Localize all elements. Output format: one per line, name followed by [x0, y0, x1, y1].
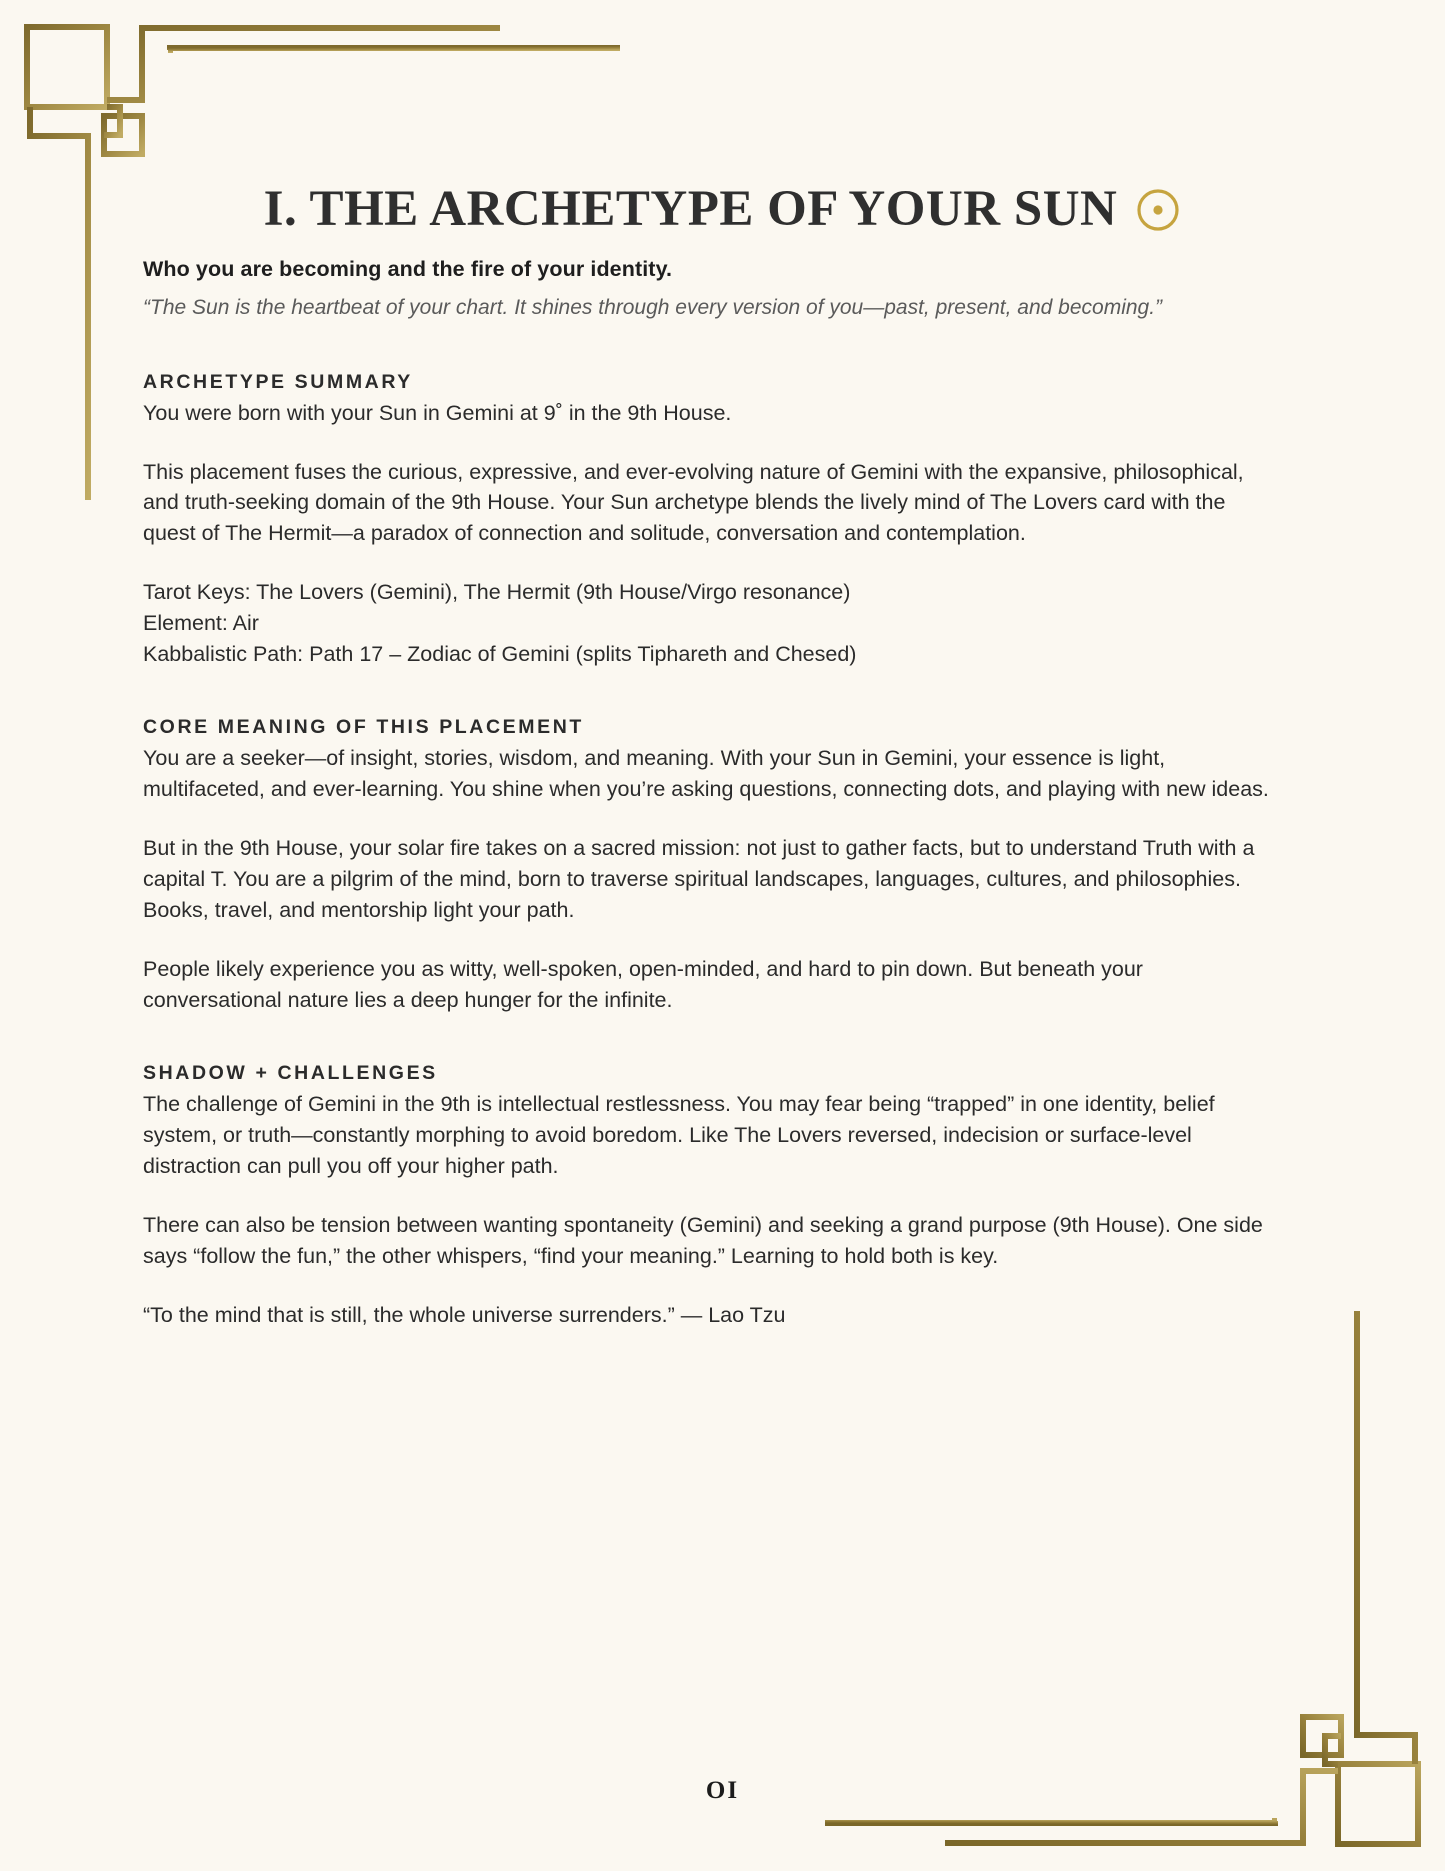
- sun-icon: [1135, 187, 1181, 233]
- paragraph: You are a seeker—of insight, stories, wisdom, and meaning. With your Sun in Gemini, your essence is light, multifaceted, and ever-learning. You shine when you’re asking questions, connecting dots, and playing with new ideas.: [143, 746, 1269, 802]
- meta-element: Element: Air: [143, 611, 259, 636]
- document-body: [143, 255, 1283, 1331]
- meta-kabbalistic-path: Kabbalistic Path: Path 17 – Zodiac of Gemini (splits Tiphareth and Chesed): [143, 642, 857, 667]
- page-number: OI: [705, 1777, 740, 1804]
- section-heading-shadow-challenges: SHADOW + CHALLENGES: [143, 1061, 438, 1084]
- paragraph: The challenge of Gemini in the 9th is intellectual restlessness. You may fear being “trapped” in one identity, belief system, or truth—constantly morphing to avoid boredom. Like The Lovers reversed, indecision or surface-level distraction can pull you off your higher path.: [143, 1091, 1215, 1178]
- section-core-meaning: [143, 716, 1283, 1016]
- section-shadow-challenges: [143, 1062, 1283, 1331]
- section-heading-core-meaning: CORE MEANING OF THIS PLACEMENT: [143, 716, 584, 739]
- page-title: I. THE ARCHETYPE OF YOUR SUN: [263, 181, 1118, 238]
- meta-tarot-keys: Tarot Keys: The Lovers (Gemini), The Hermit (9th House/Virgo resonance): [143, 580, 851, 605]
- intro-lede: Who you are becoming and the fire of your identity.: [143, 257, 673, 281]
- intro-quote: “The Sun is the heartbeat of your chart. It shines through every version of you—past, present, and becoming.”: [143, 296, 1163, 320]
- paragraph: There can also be tension between wanting spontaneity (Gemini) and seeking a grand purpose (9th House). One side says “follow the fun,” the other whispers, “find your meaning.” Learning to hold both is key.: [143, 1212, 1263, 1268]
- paragraph: But in the 9th House, your solar fire takes on a sacred mission: not just to gather facts, but to understand Truth with a capital T. You are a pilgrim of the mind, born to traverse spiritual landscapes, languages, cultures, and philosophies. Books, travel, and mentorship light your path.: [143, 836, 1255, 923]
- section-heading-archetype-summary: ARCHETYPE SUMMARY: [143, 370, 413, 393]
- paragraph: People likely experience you as witty, well-spoken, open-minded, and hard to pin down. But beneath your conversational nature lies a deep hunger for the infinite.: [143, 957, 1143, 1012]
- page-title-row: [0, 150, 1445, 269]
- section-archetype-summary: [143, 371, 1283, 671]
- closing-quote: “To the mind that is still, the whole universe surrenders.” — Lao Tzu: [143, 1302, 786, 1327]
- paragraph: This placement fuses the curious, expressive, and ever-evolving nature of Gemini with the expansive, philosophical, and truth-seeking domain of the 9th House. Your Sun archetype blends the lively mind of The Lovers card with the quest of The Hermit—a paradox of connection and solitude, conversation and contemplation.: [143, 459, 1244, 546]
- paragraph: You were born with your Sun in Gemini at 9˚ in the 9th House.: [143, 400, 732, 425]
